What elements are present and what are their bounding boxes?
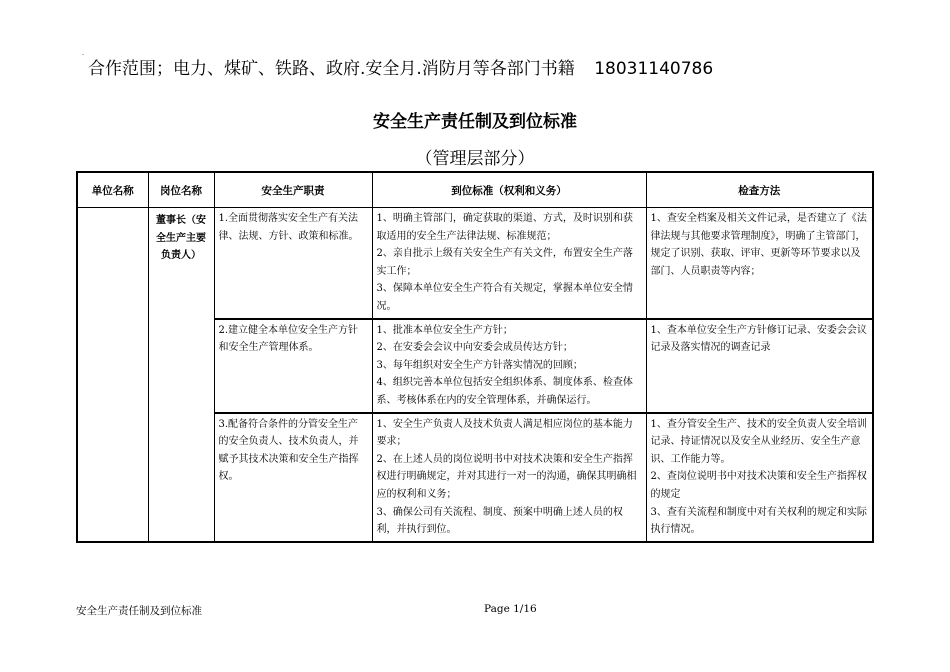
column-header: 岗位名称 <box>148 172 214 208</box>
standard-item: 2、在安委会会议中向安委会成员传达方针； <box>376 342 573 354</box>
page-header <box>88 54 713 79</box>
column-header: 到位标准（权利和义务） <box>372 172 646 208</box>
header-marker: . <box>82 50 84 57</box>
duty-cell: 3.配备符合条件的分管安全生产的安全负责人、技术负责人，并赋予其技术决策和安全生产指挥权。 <box>214 413 372 542</box>
responsibility-table <box>76 171 874 543</box>
check-item: 3、查有关流程和制度中对有关权利的规定和实际执行情况。 <box>650 506 867 536</box>
column-header: 检查方法 <box>646 172 873 208</box>
standard-item: 1、明确主管部门，确定获取的渠道、方式，及时识别和获取适用的安全生产法律法规、标准规范； <box>376 213 633 242</box>
role-cell: 董事长（安全生产主要负责人） <box>148 208 214 542</box>
duty-cell: 1.全面贯彻落实安全生产有关法律、法规、方针、政策和标准。 <box>214 208 372 319</box>
column-header: 单位名称 <box>77 172 148 208</box>
duty-cell: 2.建立健全本单位安全生产方针和安全生产管理体系。 <box>214 319 372 413</box>
footer-page-number: Page 1/16 <box>484 603 537 615</box>
standard-item: 2、亲自批示上级有关安全生产有关文件，布置安全生产落实工作； <box>376 248 633 277</box>
check-item: 1、查本单位安全生产方针修订记录、安委会会议记录及落实情况的调查记录 <box>650 324 867 354</box>
standard-cell <box>372 208 646 319</box>
standard-item: 3、保障本单位安全生产符合有关规定，掌握本单位安全情况。 <box>376 283 633 312</box>
check-cell <box>646 413 873 542</box>
document-title: 安全生产责任制及到位标准 <box>373 112 577 132</box>
check-cell <box>646 319 873 413</box>
header-phone: 18031140786 <box>594 59 714 79</box>
check-item: 2、查岗位说明书中对技术决策和安全生产指挥权的规定 <box>650 471 867 500</box>
table-row <box>77 208 873 319</box>
check-item: 1、查安全档案及相关文件记录，是否建立了《法律法规与其他要求管理制度》，明确了主管部门，规定了识别、获取、评审、更新等环节要求以及部门、人员职责等内容； <box>650 213 867 277</box>
standard-cell <box>372 413 646 542</box>
standard-cell <box>372 319 646 413</box>
standard-item: 3、每年组织对安全生产方针落实情况的回顾； <box>376 359 583 371</box>
standard-item: 4、组织完善本单位包括安全组织体系、制度体系、检查体系、考核体系在内的安全管理体系，并确保运行。 <box>376 377 633 406</box>
header-text: 合作范围；电力、煤矿、铁路、政府.安全月.消防月等各部门书籍 <box>88 59 575 79</box>
standard-item: 1、安全生产负责人及技术负责人满足相应岗位的基本能力要求； <box>376 418 633 448</box>
unit-cell <box>77 208 148 542</box>
standard-item: 1、批准本单位安全生产方针； <box>376 324 513 336</box>
standard-item: 3、确保公司有关流程、制度、预案中明确上述人员的权利，并执行到位。 <box>376 506 623 536</box>
table-header-row <box>77 172 873 208</box>
column-header: 安全生产职责 <box>214 172 372 208</box>
footer-doc-title: 安全生产责任制及到位标准 <box>76 605 202 617</box>
check-cell <box>646 208 873 319</box>
standard-item: 2、在上述人员的岗位说明书中对技术决策和安全生产指挥权进行明确规定，并对其进行一对一的沟通，确保其明确相应的权利和义务； <box>376 453 637 500</box>
check-item: 1、查分管安全生产、技术的安全负责人安全培训记录、持证情况以及安全从业经历、安全生产意识、工作能力等。 <box>650 418 867 465</box>
document-subtitle: （管理层部分） <box>415 149 535 169</box>
